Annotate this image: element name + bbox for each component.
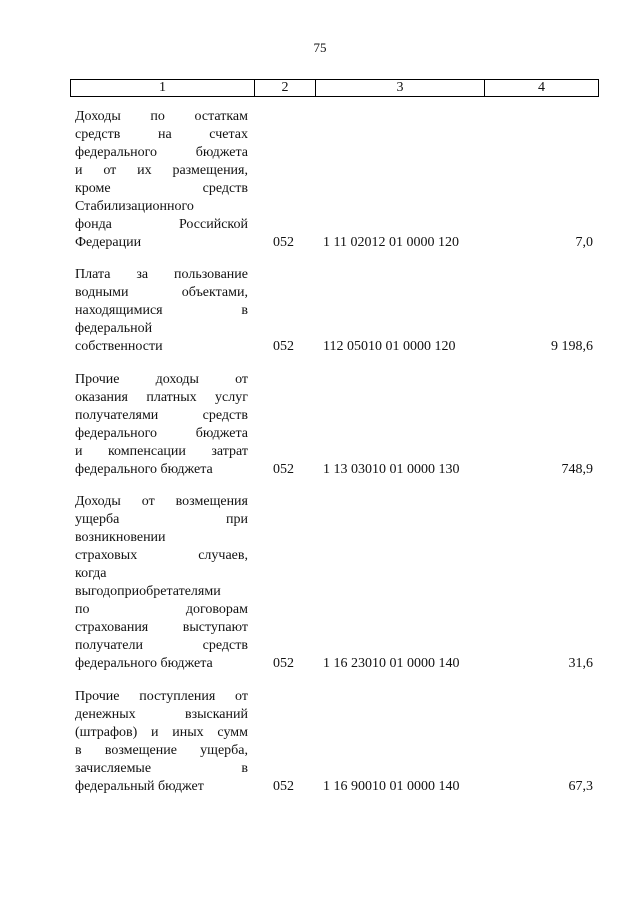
description-line: возникновении xyxy=(75,530,166,545)
amount-value: 7,0 xyxy=(575,235,593,250)
income-description xyxy=(75,371,248,479)
description-line: когда xyxy=(75,566,107,581)
admin-code: 052 xyxy=(273,235,294,250)
description-line: Доходы от возмещения xyxy=(75,494,248,509)
description-line: средств на счетах xyxy=(75,127,248,142)
description-line: Прочие поступления от xyxy=(75,689,248,704)
description-line: собственности xyxy=(75,339,163,354)
description-line: федерального бюджета xyxy=(75,145,248,160)
budget-classification-code: 1 13 03010 01 0000 130 xyxy=(323,462,460,477)
description-line: федерального бюджета xyxy=(75,426,248,441)
description-line: и от их размещения, xyxy=(75,163,248,178)
column-header-2: 2 xyxy=(255,80,316,97)
budget-classification-code: 1 16 90010 01 0000 140 xyxy=(323,779,460,794)
description-line: и компенсации затрат xyxy=(75,444,248,459)
budget-classification-code: 1 11 02012 01 0000 120 xyxy=(323,235,459,250)
description-line: денежных взысканий xyxy=(75,707,248,722)
description-line: Доходы по остаткам xyxy=(75,109,248,124)
description-line: Плата за пользование xyxy=(75,267,248,282)
amount-value: 67,3 xyxy=(568,779,593,794)
description-line: страхования выступают xyxy=(75,620,248,635)
description-line: выгодоприобретателями xyxy=(75,584,221,599)
description-line: по договорам xyxy=(75,602,248,617)
admin-code: 052 xyxy=(273,779,294,794)
admin-code: 052 xyxy=(273,462,294,477)
description-line: в возмещение ущерба, xyxy=(75,743,248,758)
description-line: Прочие доходы от xyxy=(75,372,248,387)
budget-classification-code: 112 05010 01 0000 120 xyxy=(323,339,456,354)
description-line: Федерации xyxy=(75,235,142,250)
budget-classification-code: 1 16 23010 01 0000 140 xyxy=(323,656,460,671)
description-line: страховых случаев, xyxy=(75,548,248,563)
income-description xyxy=(75,493,248,673)
amount-value: 748,9 xyxy=(561,462,593,477)
description-line: ущерба при xyxy=(75,512,248,527)
description-line: (штрафов) и иных сумм xyxy=(75,725,248,740)
admin-code: 052 xyxy=(273,339,294,354)
page-number: 75 xyxy=(313,40,327,55)
description-line: получатели средств xyxy=(75,638,248,653)
income-description xyxy=(75,688,248,796)
description-line: оказания платных услуг xyxy=(75,390,248,405)
column-header-row xyxy=(70,79,599,97)
description-line: федеральной xyxy=(75,321,153,336)
description-line: Стабилизационного xyxy=(75,199,194,214)
description-line: фонда Российской xyxy=(75,217,248,232)
description-line: водными объектами, xyxy=(75,285,248,300)
description-line: кроме средств xyxy=(75,181,248,196)
amount-value: 9 198,6 xyxy=(551,339,593,354)
column-header-3: 3 xyxy=(316,80,485,97)
description-line: федерального бюджета xyxy=(75,462,213,477)
column-header-1: 1 xyxy=(71,80,255,97)
amount-value: 31,6 xyxy=(568,656,593,671)
description-line: федеральный бюджет xyxy=(75,779,204,794)
income-description xyxy=(75,108,248,252)
description-line: получателями средств xyxy=(75,408,248,423)
column-header-4: 4 xyxy=(485,80,599,97)
description-line: зачисляемые в xyxy=(75,761,248,776)
admin-code: 052 xyxy=(273,656,294,671)
income-description xyxy=(75,266,248,356)
description-line: федерального бюджета xyxy=(75,656,213,671)
description-line: находящимися в xyxy=(75,303,248,318)
